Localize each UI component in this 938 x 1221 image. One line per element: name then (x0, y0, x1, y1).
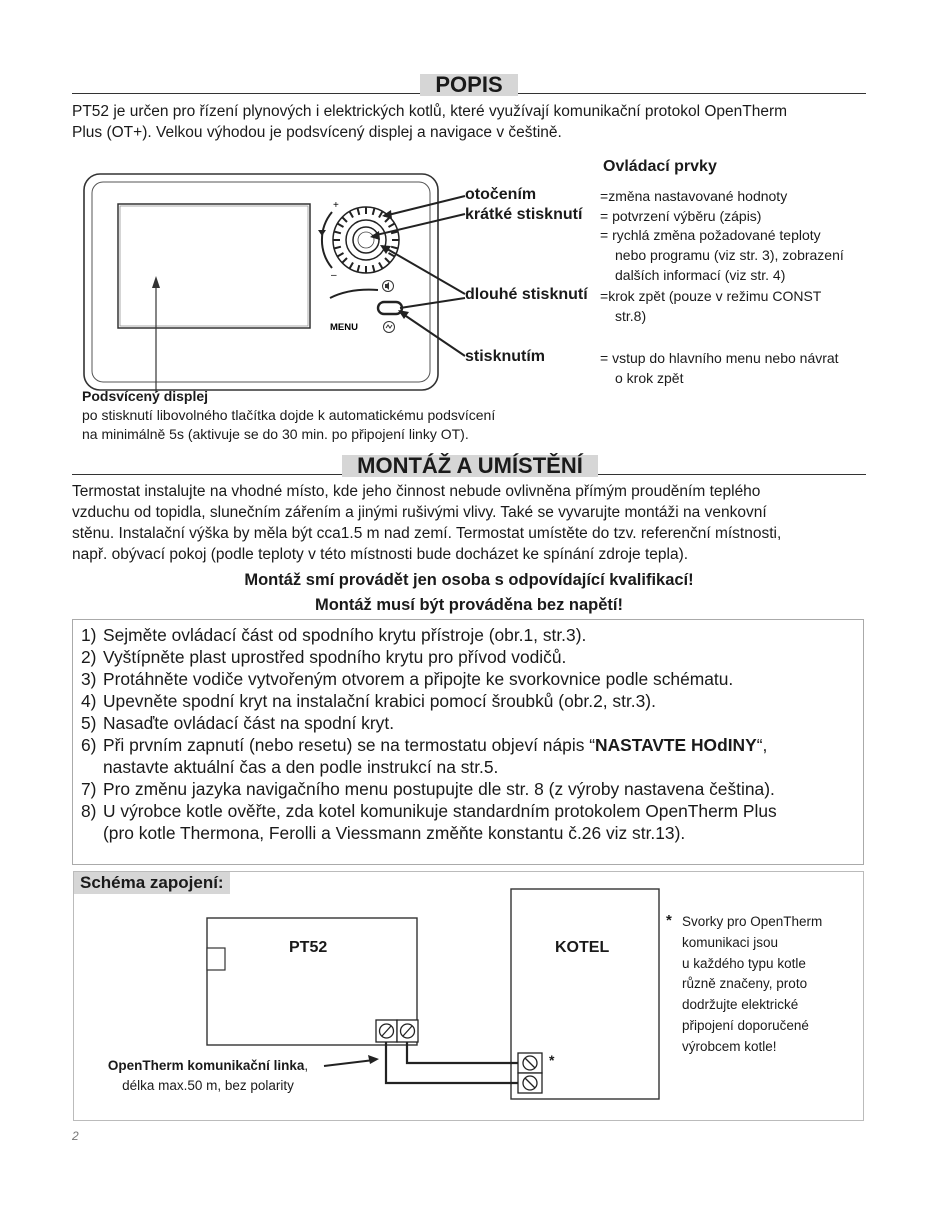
montaz-paragraph: Termostat instalujte na vhodné místo, kde jeho činnost nebude ovlivněna přímým prouděním teplého vzduchu od topidla, slunečním zářením a jinými rušivými vlivy. Také se vyvarujte montáži na venkovní stěnu. Instalační výška by měla být cca1.5 m nad zemí. Termostat umístěte do tzv. referenční místnosti, např. obývací pokoj (podle teploty v této místnosti bude docházet ke spínání zdroje tepla). (72, 483, 782, 563)
section-header-popis (72, 74, 866, 98)
step-item: 6) Při prvním zapnutí (nebo resetu) se na termostatu objeví nápis “NASTAVTE HOdINY“, nastavte aktuální čas a den podle instrukcí na str.5. (81, 735, 768, 777)
step-item: 8) U výrobce kotle ověřte, zda kotel komunikuje standardním protokolem OpenTherm Plus (pro kotle Thermona, Ferolli a Viessmann změňte konstantu č.26 viz str.13). (81, 801, 777, 843)
warning-no-voltage: Montáž musí být prováděna bez napětí! (314, 596, 624, 614)
minus-mark: – (331, 270, 337, 281)
control-action: dlouhé stisknutí (465, 286, 588, 303)
control-row (465, 284, 588, 305)
menu-label: MENU (330, 322, 358, 333)
control-desc: = rychlá změna požadované teploty nebo programu (viz str. 3), zobrazení dalších informací (viz str. 4) (600, 227, 844, 283)
section-title-popis: POPIS (420, 74, 518, 96)
installation-steps (72, 619, 864, 865)
pt52-terminal-icon (376, 1020, 418, 1042)
display-screen (118, 204, 310, 328)
step-item: 2) Vyštípněte plast uprostřed spodního krytu pro přívod vodičů. (81, 647, 567, 667)
plus-mark: + (333, 200, 339, 211)
display-caption (82, 387, 495, 444)
step-item: 5) Nasaďte ovládací část na spodní kryt. (81, 713, 395, 733)
menu-button[interactable] (378, 302, 402, 314)
pt52-label: PT52 (289, 939, 328, 956)
terminal-asterisk: * (549, 1052, 555, 1068)
schema-title: Schéma zapojení: (74, 872, 230, 894)
control-desc: =krok zpět (pouze v režimu CONST str.8) (600, 288, 822, 324)
step-item: 4) Upevněte spodní kryt na instalační krabici pomocí šroubků (obr.2, str.3). (81, 691, 656, 711)
link-caption: OpenTherm komunikační linka, délka max.50 m, bez polarity (89, 1056, 327, 1096)
section-header-montaz (72, 455, 866, 479)
control-action: krátké stisknutí (465, 206, 583, 223)
kotel-terminal-icon (518, 1053, 542, 1093)
controls-heading: Ovládací prvky (603, 158, 717, 175)
display-caption-line: po stisknutí libovolného tlačítka dojde k automatickému podsvícení (82, 407, 496, 423)
wire (407, 1042, 518, 1063)
wiring-schema (73, 871, 864, 1121)
link-caption-bold: OpenTherm komunikační linka (107, 1058, 305, 1073)
control-desc: = potvrzení výběru (zápis) (600, 208, 762, 224)
warning-qualification: Montáž smí provádět jen osoba s odpovídající kvalifikací! (244, 571, 694, 589)
nastavte-hodiny-text: NASTAVTE HOdINY (595, 735, 757, 755)
display-caption-line: na minimálně 5s (aktivuje se do 30 min. po připojení linky OT). (82, 426, 469, 442)
control-action: stisknutím (465, 348, 546, 365)
intro-line: PT52 je určen pro řízení plynových i elektrických kotlů, které využívají komunikační protokol OpenTherm (72, 103, 788, 120)
page-number: 2 (72, 1129, 79, 1143)
control-row (465, 204, 582, 225)
control-desc: =změna nastavované hodnoty (600, 188, 788, 204)
intro-line: Plus (OT+). Velkou výhodou je podsvícený displej a navigace v češtině. (72, 124, 562, 141)
control-row (465, 184, 536, 205)
thermostat-illustration (82, 170, 482, 396)
intro-paragraph (72, 101, 866, 143)
control-desc: = vstup do hlavního menu nebo návrat o krok zpět (600, 350, 839, 386)
terminal-note: Svorky pro OpenTherm komunikaci jsou u každého typu kotle různě značeny, proto dodržujte elektrické připojení doporučené výrobcem kotle! (682, 914, 823, 1054)
kotel-label: KOTEL (555, 939, 610, 956)
pt52-connector (207, 948, 225, 970)
control-row (465, 346, 545, 367)
link-pointer-arrow (324, 1060, 374, 1066)
link-caption-line: délka max.50 m, bez polarity (122, 1078, 294, 1093)
note-asterisk: * (666, 912, 672, 929)
step-item: 7) Pro změnu jazyka navigačního menu postupujte dle str. 8 (z výroby nastavena čeština). (81, 779, 775, 799)
control-action: otočením (465, 186, 537, 203)
section-title-montaz: MONTÁŽ A UMÍSTĚNÍ (342, 455, 598, 477)
step-item: 3) Protáhněte vodiče vytvořeným otvorem a připojte ke svorkovnice podle schématu. (81, 669, 734, 689)
step-item: 1) Sejměte ovládací část od spodního krytu přístroje (obr.1, str.3). (81, 625, 587, 645)
display-caption-title: Podsvícený displej (82, 388, 209, 404)
